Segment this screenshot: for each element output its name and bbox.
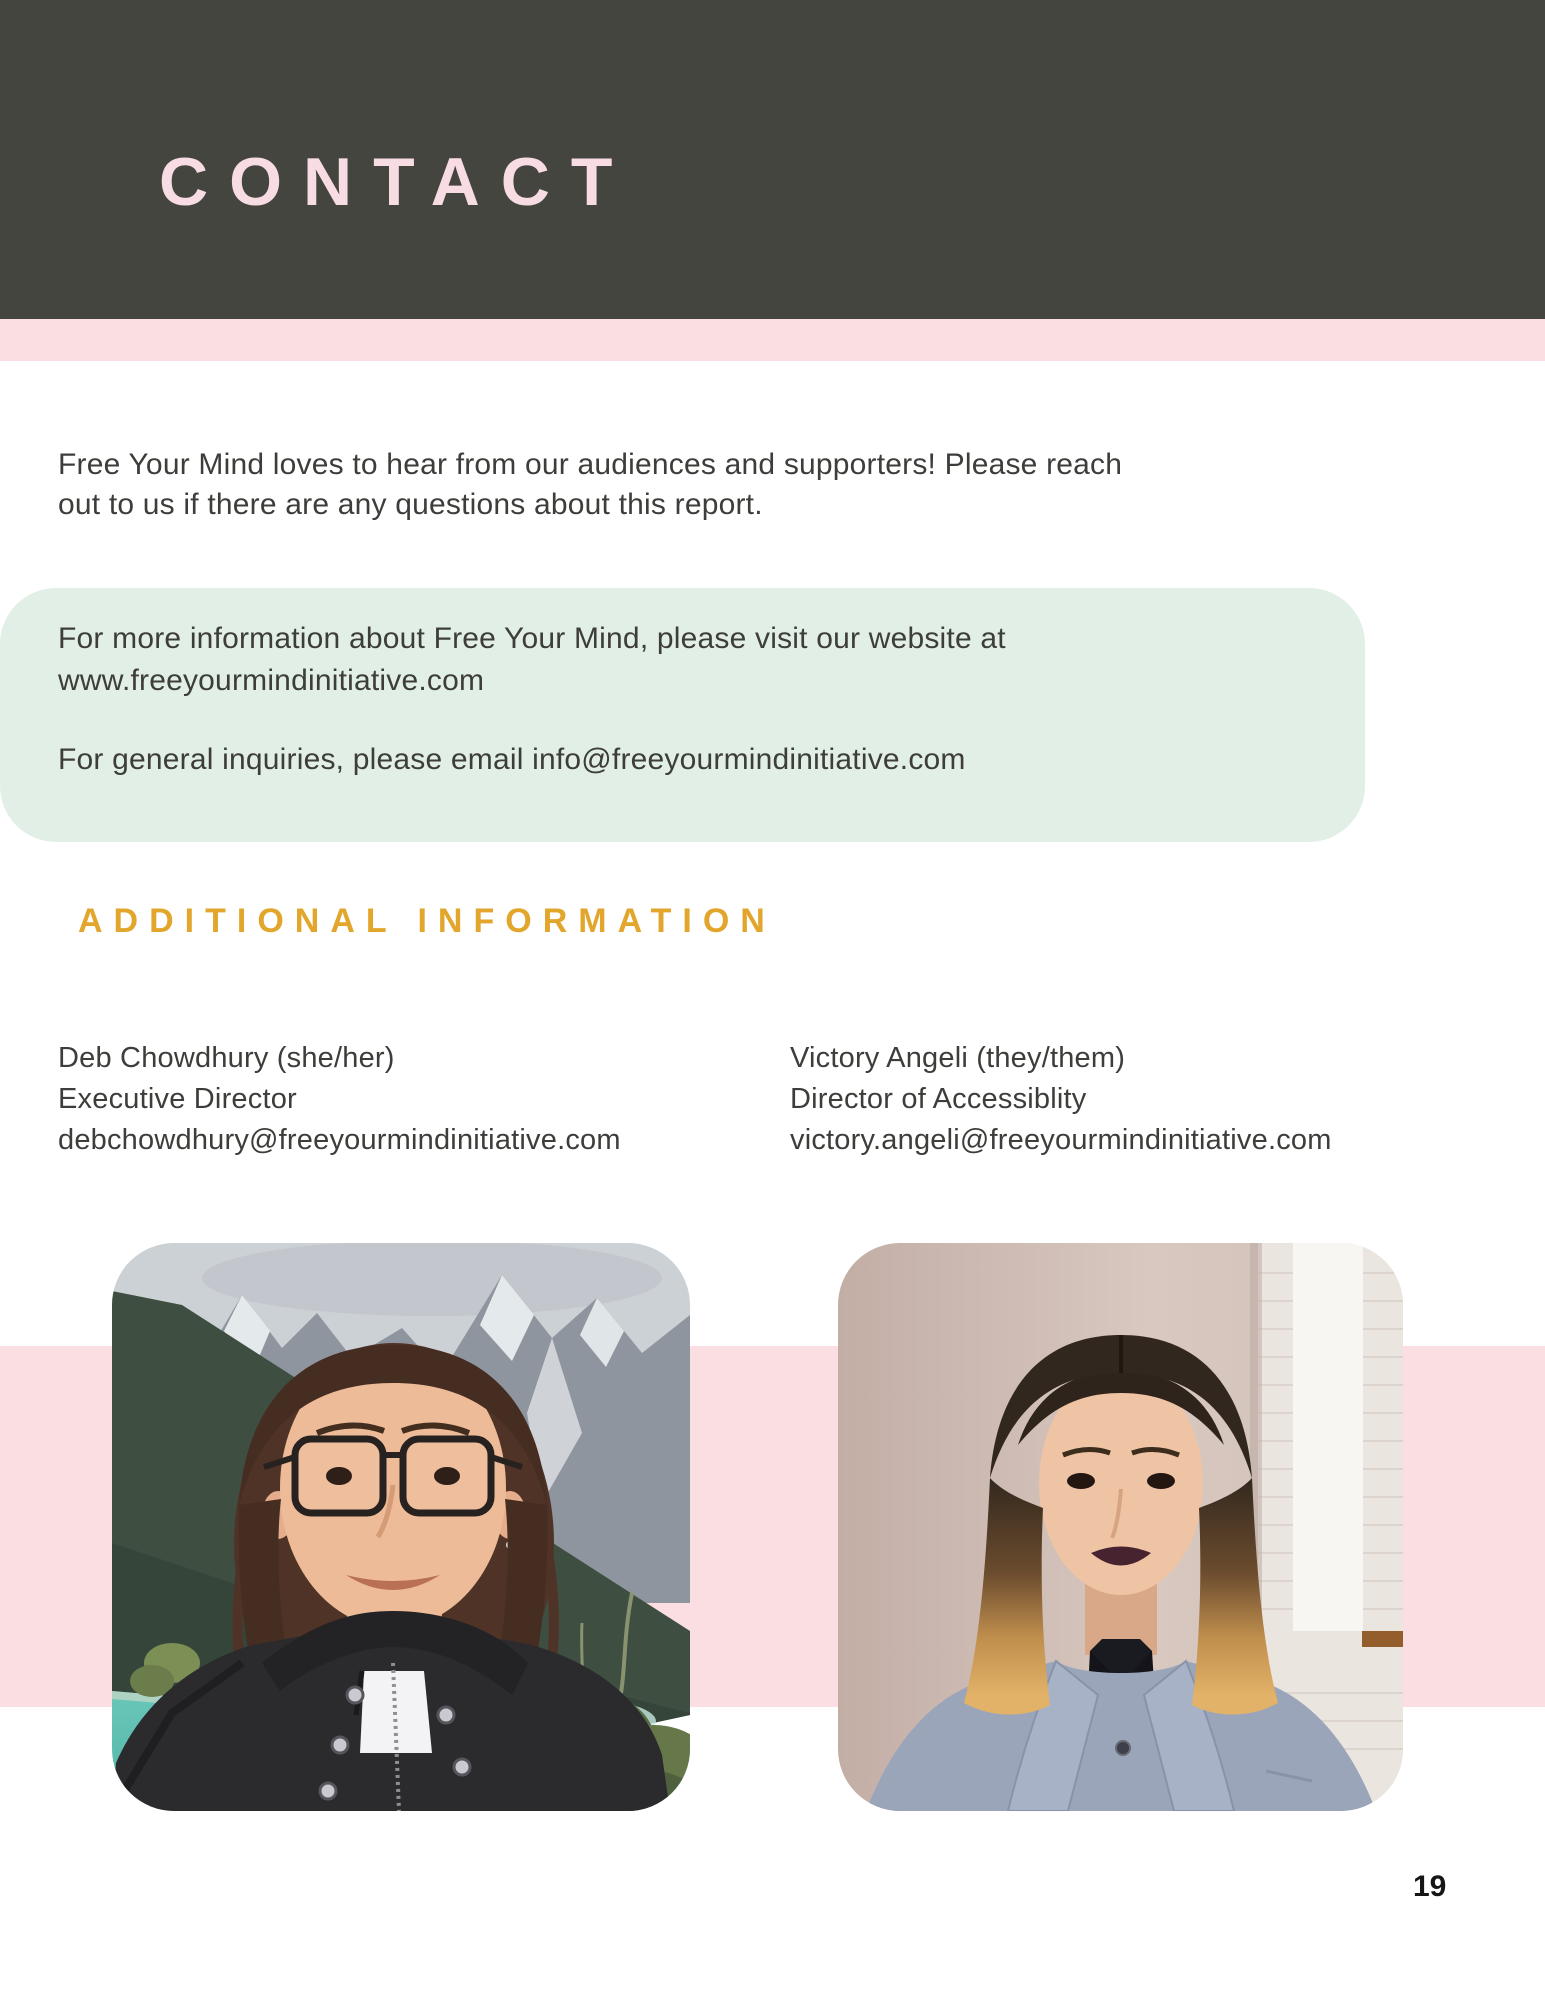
contact-name: Deb Chowdhury (she/her) (58, 1042, 395, 1074)
intro-line: Free Your Mind loves to hear from our audiences and supporters! Please reach (58, 448, 1123, 481)
general-inquiries-line: For general inquiries, please email info@freeyourmindinitiative.com (58, 743, 966, 776)
victory-photo (838, 1243, 1403, 1811)
additional-information-heading: ADDITIONAL INFORMATION (78, 902, 776, 940)
deb-photo-illustration (112, 1243, 690, 1811)
contact-title: Executive Director (58, 1083, 297, 1115)
contact-email: victory.angeli@freeyourmindinitiative.com (790, 1124, 1332, 1156)
page-number: 19 (1413, 1870, 1447, 1903)
contact-card-victory (790, 1038, 1332, 1161)
victory-photo-illustration (838, 1243, 1403, 1811)
deb-photo (112, 1243, 690, 1811)
pink-accent-strip (0, 319, 1545, 361)
contact-name: Victory Angeli (they/them) (790, 1042, 1126, 1074)
header-band (0, 0, 1545, 319)
contact-email: debchowdhury@freeyourmindinitiative.com (58, 1124, 621, 1156)
intro-line: out to us if there are any questions about this report. (58, 488, 763, 521)
page-title: CONTACT (159, 144, 634, 220)
contact-card-deb (58, 1038, 621, 1161)
contact-info-box (0, 588, 1365, 842)
contact-title: Director of Accessiblity (790, 1083, 1087, 1115)
intro-paragraph (58, 445, 1122, 525)
website-paragraph (58, 618, 1325, 702)
website-url: www.freeyourmindinitiative.com (58, 664, 485, 697)
website-line: For more information about Free Your Mind, please visit our website at (58, 622, 1006, 655)
